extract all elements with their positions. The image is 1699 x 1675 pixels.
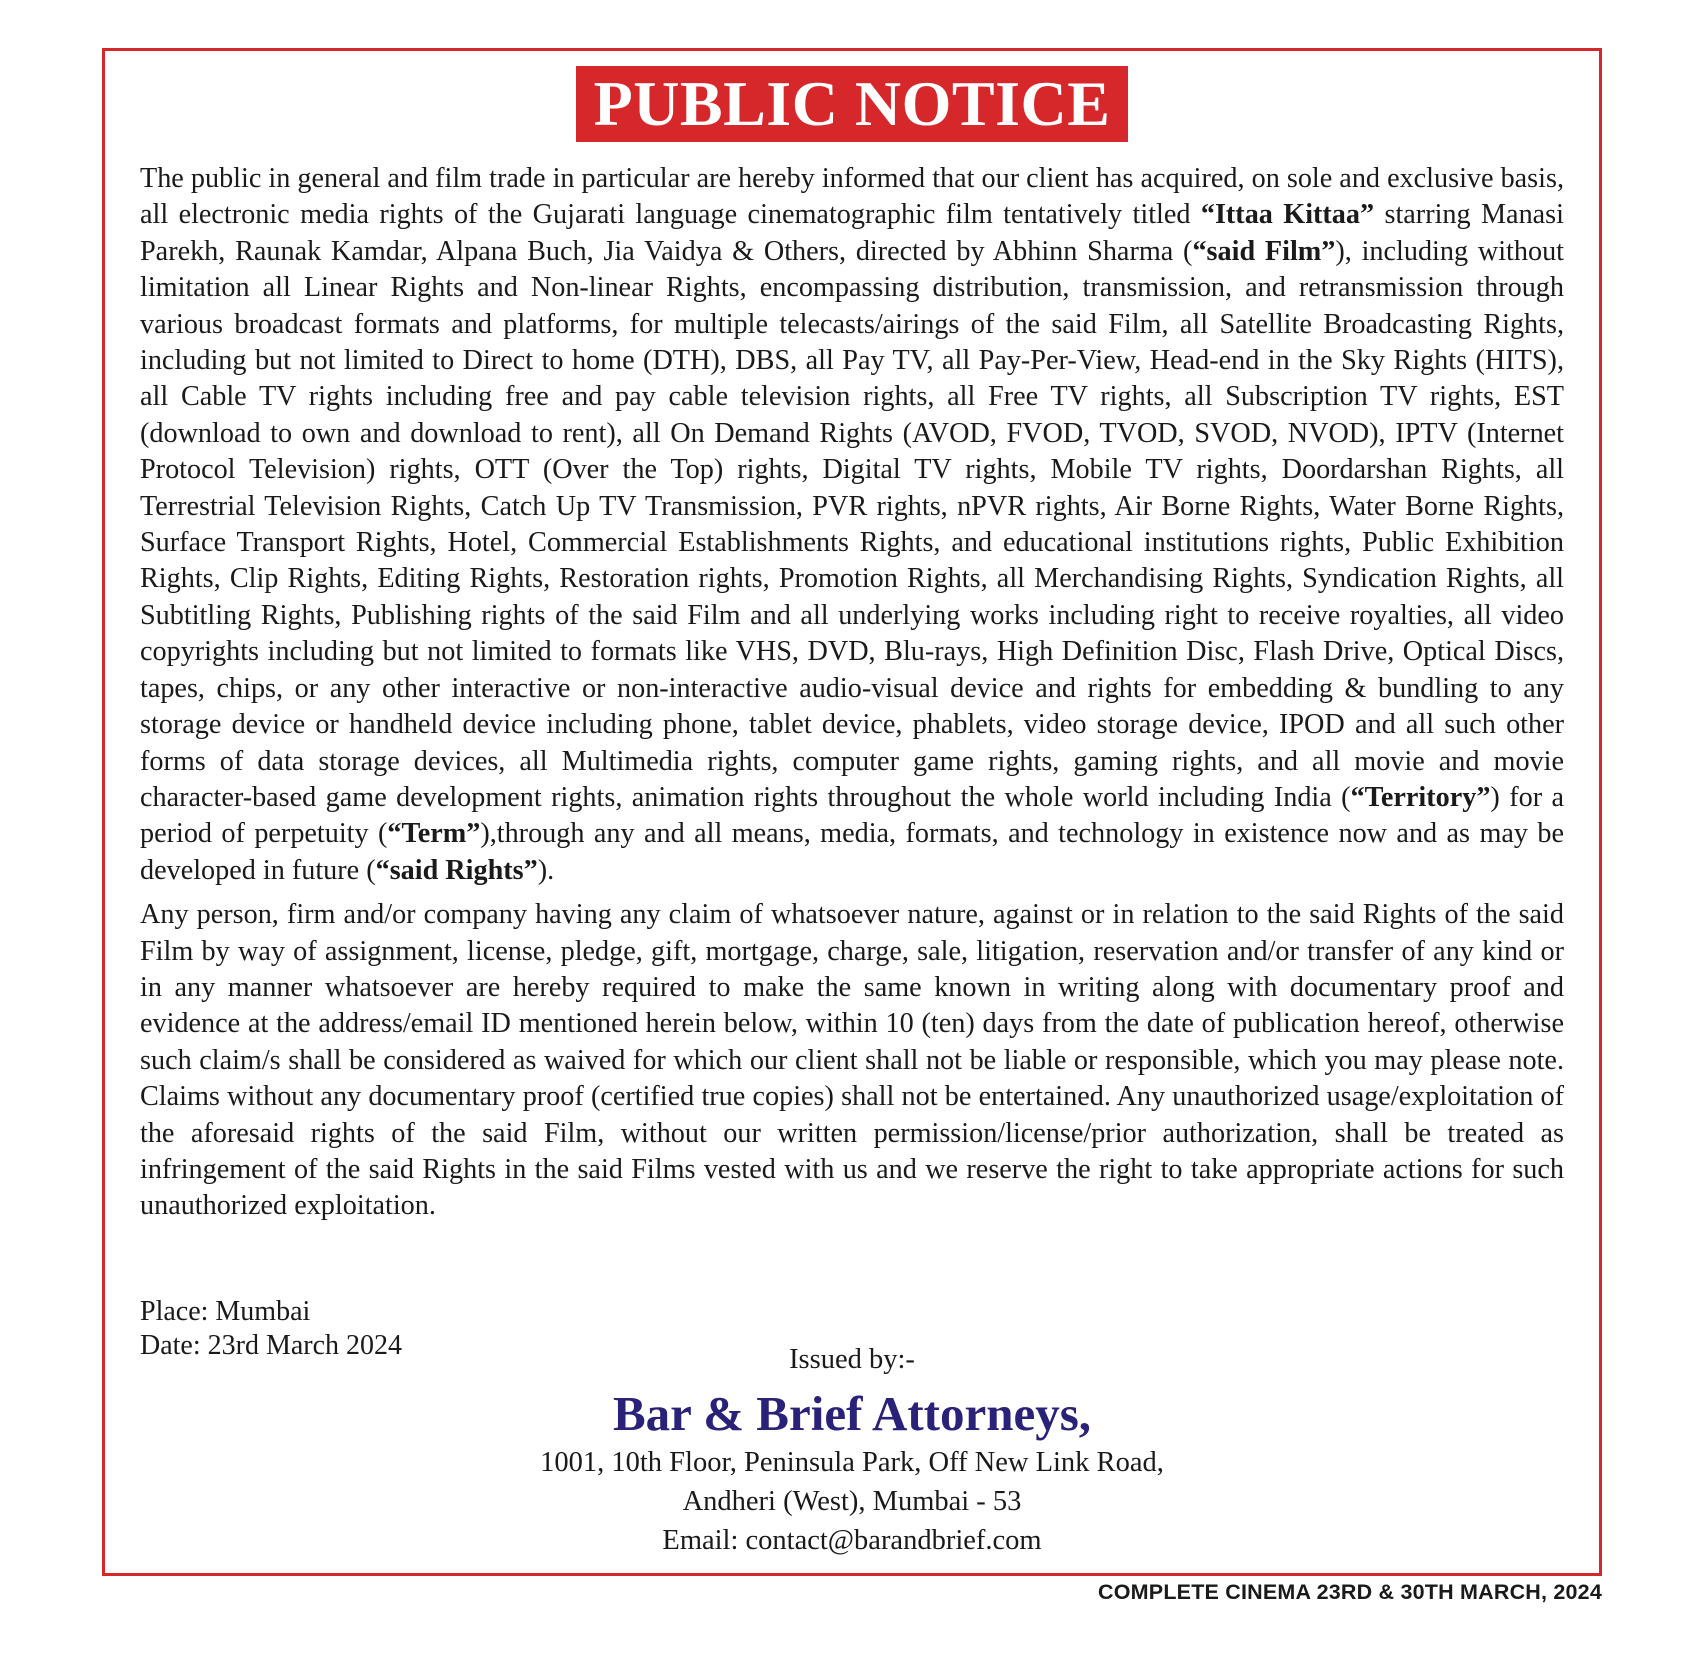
issuer-block (105, 1341, 1599, 1560)
p1-text-5: ),through any and all means, media, formats, and technology in existence now and as may be developed in future ( (140, 818, 1565, 886)
notice-body (140, 161, 1564, 1225)
notice-frame (102, 48, 1602, 1576)
said-rights-term: “said Rights” (375, 854, 538, 886)
publication-footer: COMPLETE CINEMA 23RD & 30TH MARCH, 2024 (1098, 1580, 1602, 1604)
place: Place: Mumbai (140, 1296, 311, 1327)
notice-title: PUBLIC NOTICE (576, 66, 1129, 142)
address-line-1: 1001, 10th Floor, Peninsula Park, Off New Link Road, (540, 1447, 1164, 1478)
issued-by-label: Issued by:- (789, 1344, 915, 1375)
p1-text-6: ). (537, 854, 555, 886)
p1-text-3: ), including without limitation all Linear Rights and Non-linear Rights, encompassing distribution, transmission, and retransmission through various broadcast formats and platforms, for multiple telecasts/airings of the said Film, all Satellite Broadcasting Rights, including but not limited to Direct to home (DTH), DBS, all Pay TV, all Pay-Per-View, Head-end in the Sky Rights (HITS), all Cable TV rights including free and pay cable television rights, all Free TV rights, all Subscription TV rights, EST (download to own and download to rent), all On Demand Rights (AVOD, FVOD, TVOD, SVOD, NVOD), IPTV (Internet Protocol Television) rights, OTT (Over the Top) rights, Digital TV rights, Mobile TV rights, Doordarshan Rights, all Terrestrial Television Rights, Catch Up TV Transmission, PVR rights, nPVR rights, Air Borne Rights, Water Borne Rights, Surface Transport Rights, Hotel, Commercial Establishments Rights, and educational institutions rights, Public Exhibition Rights, Clip Rights, Editing Rights, Restoration rights, Promotion Rights, all Merchandising Rights, Syndication Rights, all Subtitling Rights, Publishing rights of the said Film and all underlying works including right to receive royalties, all video copyrights including but not limited to formats like VHS, DVD, Blu-rays, High Definition Disc, Flash Drive, Optical Discs, tapes, chips, or any other interactive or non-interactive audio-visual device and rights for embedding & bundling to any storage device or handheld device including phone, tablet device, phablets, video storage device, IPOD and all such other forms of data storage devices, all Multimedia rights, computer game rights, gaming rights, and all movie and movie character-based game development rights, animation rights throughout the whole world including India ( (140, 235, 1564, 813)
email-line: Email: contact@barandbrief.com (662, 1525, 1042, 1556)
territory-term: “Territory” (1350, 781, 1491, 813)
paragraph-claims: Any person, firm and/or company having any claim of whatsoever nature, against or in relation to the said Rights of the said Film by way of assignment, license, pledge, gift, mortgage, charge, sale, litigation, reservation and/or transfer of any kind or in any manner whatsoever are hereby required to make the same known in writing along with documentary proof and evidence at the address/email ID mentioned herein below, within 10 (ten) days from the date of publication hereof, otherwise such claim/s shall be considered as waived for which our client shall not be liable or responsible, which you may please note. Claims without any documentary proof (certified true copies) shall not be entertained. Any unauthorized usage/exploitation of the aforesaid rights of the said Film, without our written permission/license/prior authorization, shall be treated as infringement of the said Rights in the said Films vested with us and we reserve the right to take appropriate actions for such unauthorized exploitation. (140, 899, 1564, 1222)
term-term: “Term” (387, 818, 481, 850)
said-film-term: “said Film” (1192, 235, 1336, 267)
p1-text-2: starring Manasi Parekh, Raunak Kamdar, Alpana Buch, Jia Vaidya & Others, directed by Abhinn Sharma ( (140, 199, 1564, 267)
p1-text-1: The public in general and film trade in particular are hereby informed that our client has acquired, on sole and exclusive basis, all electronic media rights of the Gujarati language cinematographic film tentatively titled (140, 163, 1564, 231)
date: Date: 23rd March 2024 (140, 1330, 403, 1361)
firm-name: Bar & Brief Attorneys, (612, 1386, 1092, 1441)
film-title: “Ittaa Kittaa” (1200, 199, 1375, 231)
title-wrap (105, 66, 1599, 142)
paragraph-rights (140, 161, 1564, 889)
p1-text-4: ) for a period of perpetuity ( (140, 781, 1565, 850)
address-line-2: Andheri (West), Mumbai - 53 (682, 1486, 1022, 1517)
